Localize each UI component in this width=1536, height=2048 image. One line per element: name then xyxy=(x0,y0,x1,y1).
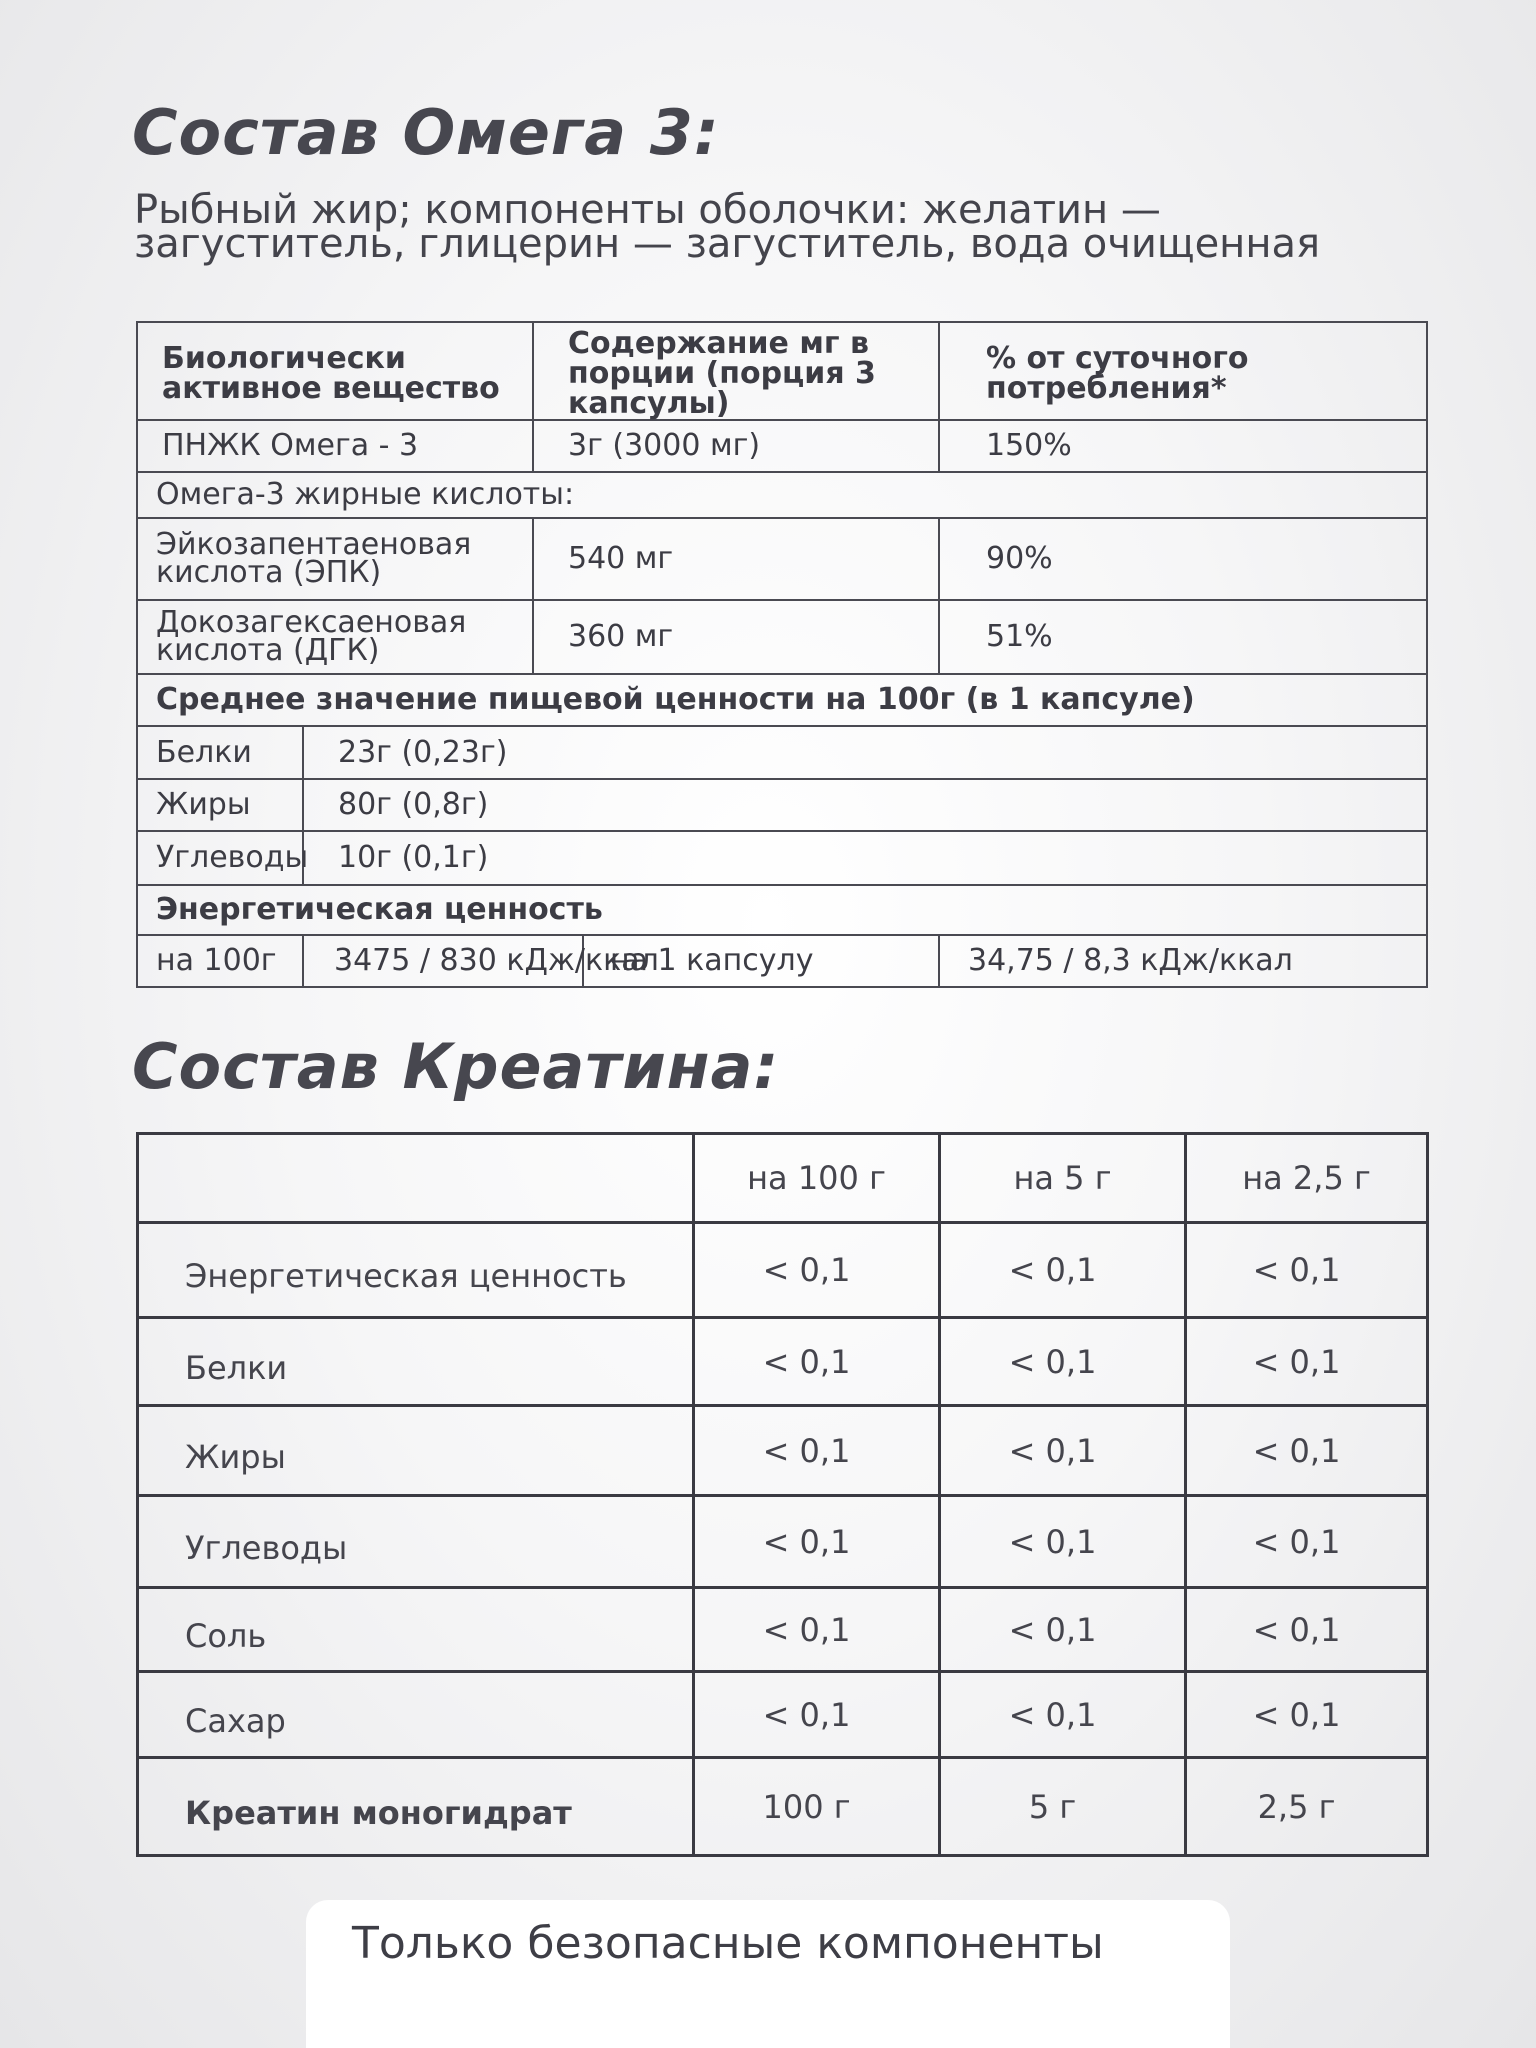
omega-table-header-row xyxy=(137,322,1427,420)
table-row xyxy=(137,420,1427,472)
row-label: Жиры xyxy=(138,1406,694,1496)
column-header-per-2-5g: на 2,5 г xyxy=(1186,1134,1428,1223)
table-row xyxy=(137,674,1427,726)
table-row xyxy=(138,1672,1428,1758)
fatty-acids-label: Омега-3 жирные кислоты: xyxy=(137,472,1427,518)
value-cell: < 0,1 xyxy=(940,1588,1186,1672)
epa-amount-cell: 540 мг xyxy=(533,518,939,600)
table-row xyxy=(138,1318,1428,1406)
table-row xyxy=(137,472,1427,518)
row-label: Углеводы xyxy=(138,1496,694,1588)
table-row xyxy=(137,726,1427,779)
value-cell: < 0,1 xyxy=(1186,1588,1428,1672)
table-row xyxy=(138,1223,1428,1318)
table-row xyxy=(138,1758,1428,1856)
omega-description-line-1: Рыбный жир; компоненты оболочки: желатин — xyxy=(134,187,1161,233)
column-header-per-100g: на 100 г xyxy=(694,1134,940,1223)
nutrition-value-cell: 10г (0,1г) xyxy=(303,831,1427,885)
value-cell: < 0,1 xyxy=(1186,1672,1428,1758)
table-row xyxy=(137,779,1427,831)
value-cell: < 0,1 xyxy=(940,1318,1186,1406)
dha-name-cell: Докозагексаеновая кислота (ДГК) xyxy=(137,600,533,674)
value-cell: 5 г xyxy=(940,1758,1186,1856)
value-cell: < 0,1 xyxy=(694,1318,940,1406)
table-row xyxy=(137,600,1427,674)
omega-section-title: Состав Омега 3: xyxy=(132,96,720,169)
value-cell: < 0,1 xyxy=(940,1672,1186,1758)
column-header-per-5g: на 5 г xyxy=(940,1134,1186,1223)
table-row xyxy=(137,831,1427,885)
energy-per100-label: на 100г xyxy=(137,935,303,987)
header-content-per-serving: Содержание мг в порции (порция 3 капсулы) xyxy=(533,322,939,420)
nutrition-name-cell: Углеводы xyxy=(137,831,303,885)
epa-percent-cell: 90% xyxy=(939,518,1427,600)
table-row xyxy=(138,1588,1428,1672)
value-cell: < 0,1 xyxy=(1186,1496,1428,1588)
value-cell: < 0,1 xyxy=(940,1496,1186,1588)
table-row xyxy=(137,885,1427,935)
energy-value-label: Энергетическая ценность xyxy=(137,885,1427,935)
value-cell: 2,5 г xyxy=(1186,1758,1428,1856)
value-cell: 100 г xyxy=(694,1758,940,1856)
row-label: Белки xyxy=(138,1318,694,1406)
value-cell: < 0,1 xyxy=(694,1406,940,1496)
value-cell: < 0,1 xyxy=(1186,1406,1428,1496)
table-row xyxy=(138,1406,1428,1496)
nutrition-name-cell: Белки xyxy=(137,726,303,779)
epa-name-cell: Эйкозапентаеновая кислота (ЭПК) xyxy=(137,518,533,600)
omega-composition-table xyxy=(136,321,1428,988)
header-active-substance: Биологически активное вещество xyxy=(137,322,533,420)
pufa-percent-cell: 150% xyxy=(939,420,1427,472)
header-daily-percent: % от суточного потребления* xyxy=(939,322,1427,420)
pufa-amount-cell: 3г (3000 мг) xyxy=(533,420,939,472)
energy-per100-value: 3475 / 830 кДж/ккал xyxy=(303,935,583,987)
value-cell: < 0,1 xyxy=(1186,1318,1428,1406)
row-label: Креатин моногидрат xyxy=(138,1758,694,1856)
dha-percent-cell: 51% xyxy=(939,600,1427,674)
row-label: Сахар xyxy=(138,1672,694,1758)
value-cell: < 0,1 xyxy=(694,1496,940,1588)
pufa-name-cell: ПНЖК Омега - 3 xyxy=(137,420,533,472)
row-label: Соль xyxy=(138,1588,694,1672)
energy-per-capsule-label: на 1 капсулу xyxy=(583,935,939,987)
nutrition-value-cell: 23г (0,23г) xyxy=(303,726,1427,779)
value-cell: < 0,1 xyxy=(694,1588,940,1672)
row-label: Энергетическая ценность xyxy=(138,1223,694,1318)
creatine-header-empty-cell xyxy=(138,1134,694,1223)
value-cell: < 0,1 xyxy=(940,1406,1186,1496)
omega-ingredients-description xyxy=(134,187,1321,267)
table-row xyxy=(138,1496,1428,1588)
nutrition-value-cell: 80г (0,8г) xyxy=(303,779,1427,831)
energy-per-capsule-value: 34,75 / 8,3 кДж/ккал xyxy=(939,935,1427,987)
value-cell: < 0,1 xyxy=(694,1223,940,1318)
dha-amount-cell: 360 мг xyxy=(533,600,939,674)
nutrition-value-label: Среднее значение пищевой ценности на 100г (в 1 капсуле) xyxy=(137,674,1427,726)
table-row xyxy=(137,518,1427,600)
value-cell: < 0,1 xyxy=(694,1672,940,1758)
creatine-composition-table xyxy=(136,1132,1429,1857)
nutrition-name-cell: Жиры xyxy=(137,779,303,831)
creatine-section-title: Состав Креатина: xyxy=(132,1030,780,1103)
omega-description-line-2: загуститель, глицерин — загуститель, вода очищенная xyxy=(134,221,1321,267)
value-cell: < 0,1 xyxy=(1186,1223,1428,1318)
table-row xyxy=(137,935,1427,987)
creatine-header-row xyxy=(138,1134,1428,1223)
safe-components-label: Только безопасные компоненты xyxy=(352,1918,1104,1969)
value-cell: < 0,1 xyxy=(940,1223,1186,1318)
safe-components-tab[interactable] xyxy=(306,1900,1230,2048)
